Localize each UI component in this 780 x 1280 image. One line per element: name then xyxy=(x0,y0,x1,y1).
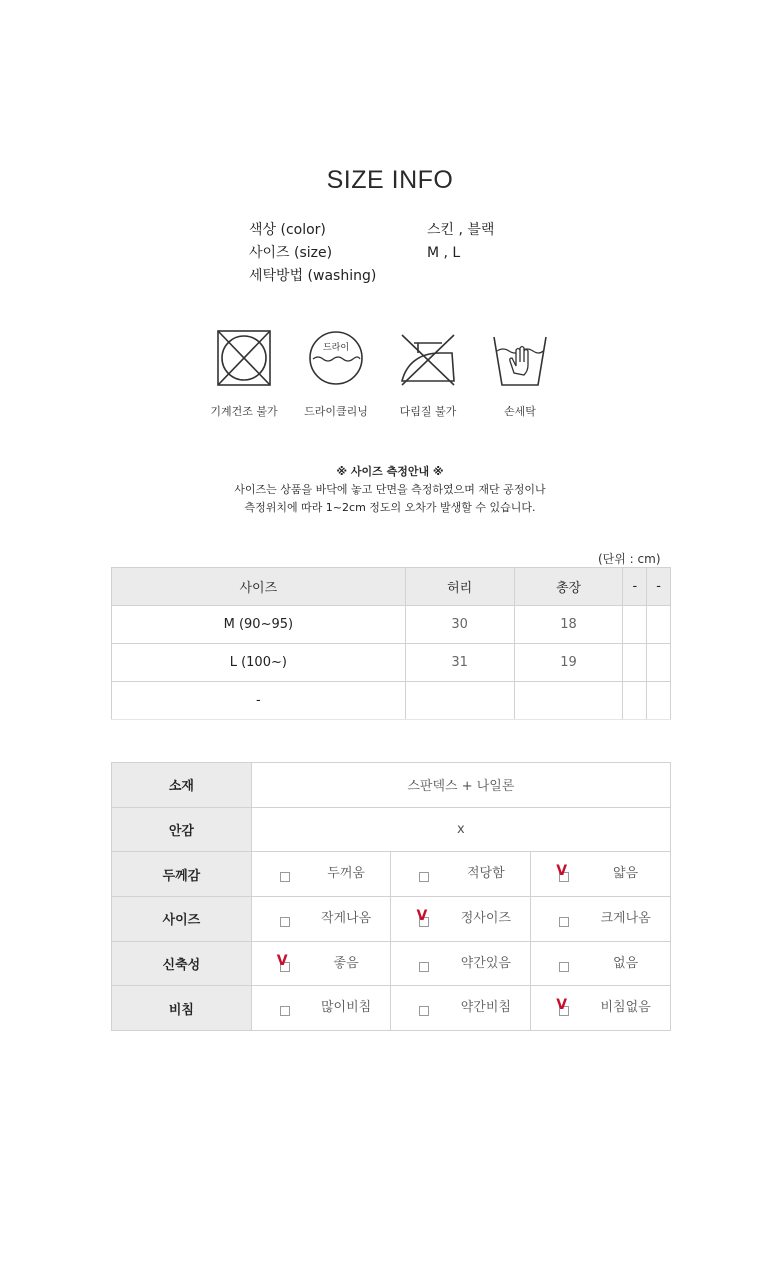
page-title: SIZE INFO xyxy=(326,166,454,194)
no-tumble-dry-icon xyxy=(212,327,276,391)
hand-wash-icon xyxy=(488,327,552,391)
option-cell xyxy=(531,941,671,986)
waist-cell xyxy=(405,682,514,720)
length-cell: 19 xyxy=(514,644,623,682)
thickness-label: 두께감 xyxy=(112,852,252,897)
length-cell: 18 xyxy=(514,606,623,644)
table-row xyxy=(112,852,671,897)
waist-cell: 31 xyxy=(405,644,514,682)
option-cell xyxy=(391,941,531,986)
header-cell: 사이즈 xyxy=(112,568,406,606)
product-info xyxy=(249,220,549,289)
table-row xyxy=(112,606,671,644)
notice-line: 사이즈는 상품을 바닥에 놓고 단면을 측정하였으며 재단 공정이나 xyxy=(234,483,546,496)
care-label: 손세탁 xyxy=(504,405,536,418)
option-label: 약간비침 xyxy=(460,1000,511,1016)
table-row xyxy=(112,807,671,852)
empty-cell xyxy=(647,682,671,720)
lining-value: x xyxy=(251,807,670,852)
dry-clean-icon-text: 드라이 xyxy=(322,343,350,353)
check-mark-icon: V xyxy=(556,863,568,880)
table-row xyxy=(112,682,671,720)
notice-title: ※ 사이즈 측정안내 ※ xyxy=(336,465,444,478)
size-cell: M (90~95) xyxy=(112,606,406,644)
size-label: 사이즈 (size) xyxy=(249,245,333,261)
material-table xyxy=(111,762,671,1031)
empty-cell xyxy=(623,682,647,720)
table-row xyxy=(112,897,671,942)
option-label: 두꺼움 xyxy=(327,866,365,882)
option-label: 정사이즈 xyxy=(460,911,511,927)
care-label: 드라이클리닝 xyxy=(304,405,368,418)
option-cell xyxy=(391,986,531,1031)
fit-label: 사이즈 xyxy=(112,897,252,942)
option-label: 크게나옴 xyxy=(600,911,651,927)
empty-cell xyxy=(623,606,647,644)
option-label: 비침없음 xyxy=(600,1000,651,1016)
option-cell xyxy=(531,897,671,942)
checkbox xyxy=(280,1006,290,1016)
color-label: 색상 (color) xyxy=(249,222,326,238)
no-iron-icon xyxy=(396,327,460,391)
washing-label: 세탁방법 (washing) xyxy=(249,268,377,284)
table-row xyxy=(112,644,671,682)
checkbox xyxy=(559,962,569,972)
notice-line: 측정위치에 따라 1~2cm 정도의 오차가 발생할 수 있습니다. xyxy=(244,501,536,514)
size-table xyxy=(111,567,671,720)
sheerness-label: 비침 xyxy=(112,986,252,1031)
table-row xyxy=(112,763,671,808)
check-mark-icon: V xyxy=(556,997,568,1014)
option-cell xyxy=(531,852,671,897)
lining-label: 안감 xyxy=(112,807,252,852)
empty-cell xyxy=(647,644,671,682)
care-label: 다림질 불가 xyxy=(399,405,457,418)
checkbox xyxy=(419,1006,429,1016)
check-mark-icon: V xyxy=(276,952,288,969)
header-cell: - xyxy=(647,568,671,606)
header-cell: 총장 xyxy=(514,568,623,606)
care-no-tumble-dry xyxy=(199,327,289,419)
option-label: 얇음 xyxy=(613,866,639,882)
unit-label: (단위 : cm) xyxy=(598,552,661,566)
care-no-iron xyxy=(383,327,473,419)
checkbox xyxy=(419,962,429,972)
care-label: 기계건조 불가 xyxy=(210,405,278,418)
option-label: 작게나옴 xyxy=(321,911,372,927)
option-label: 적당함 xyxy=(467,866,505,882)
check-mark-icon: V xyxy=(416,908,428,925)
checkbox xyxy=(419,872,429,882)
option-cell xyxy=(251,941,391,986)
size-notice xyxy=(0,463,780,517)
table-row xyxy=(112,941,671,986)
table-row xyxy=(112,986,671,1031)
dry-clean-icon xyxy=(304,327,368,391)
option-cell xyxy=(251,897,391,942)
checkbox xyxy=(280,917,290,927)
fabric-value: 스판덱스 + 나일론 xyxy=(251,763,670,808)
option-cell xyxy=(251,986,391,1031)
care-hand-wash xyxy=(475,327,565,419)
size-table-header xyxy=(112,568,671,606)
option-label: 없음 xyxy=(613,955,639,971)
option-cell xyxy=(251,852,391,897)
empty-cell xyxy=(623,644,647,682)
header-cell: - xyxy=(623,568,647,606)
checkbox xyxy=(559,917,569,927)
color-value: 스킨 , 블랙 xyxy=(427,222,495,238)
care-dry-clean xyxy=(291,327,381,419)
length-cell xyxy=(514,682,623,720)
fabric-label: 소재 xyxy=(112,763,252,808)
empty-cell xyxy=(647,606,671,644)
waist-cell: 30 xyxy=(405,606,514,644)
header-cell: 허리 xyxy=(405,568,514,606)
option-label: 많이비침 xyxy=(321,1000,372,1016)
option-cell xyxy=(531,986,671,1031)
option-label: 좋음 xyxy=(333,955,359,971)
option-label: 약간있음 xyxy=(460,955,511,971)
checkbox xyxy=(280,872,290,882)
option-cell xyxy=(391,897,531,942)
size-cell: L (100~) xyxy=(112,644,406,682)
option-cell xyxy=(391,852,531,897)
size-value: M , L xyxy=(427,245,461,261)
size-cell: - xyxy=(112,682,406,720)
stretch-label: 신축성 xyxy=(112,941,252,986)
